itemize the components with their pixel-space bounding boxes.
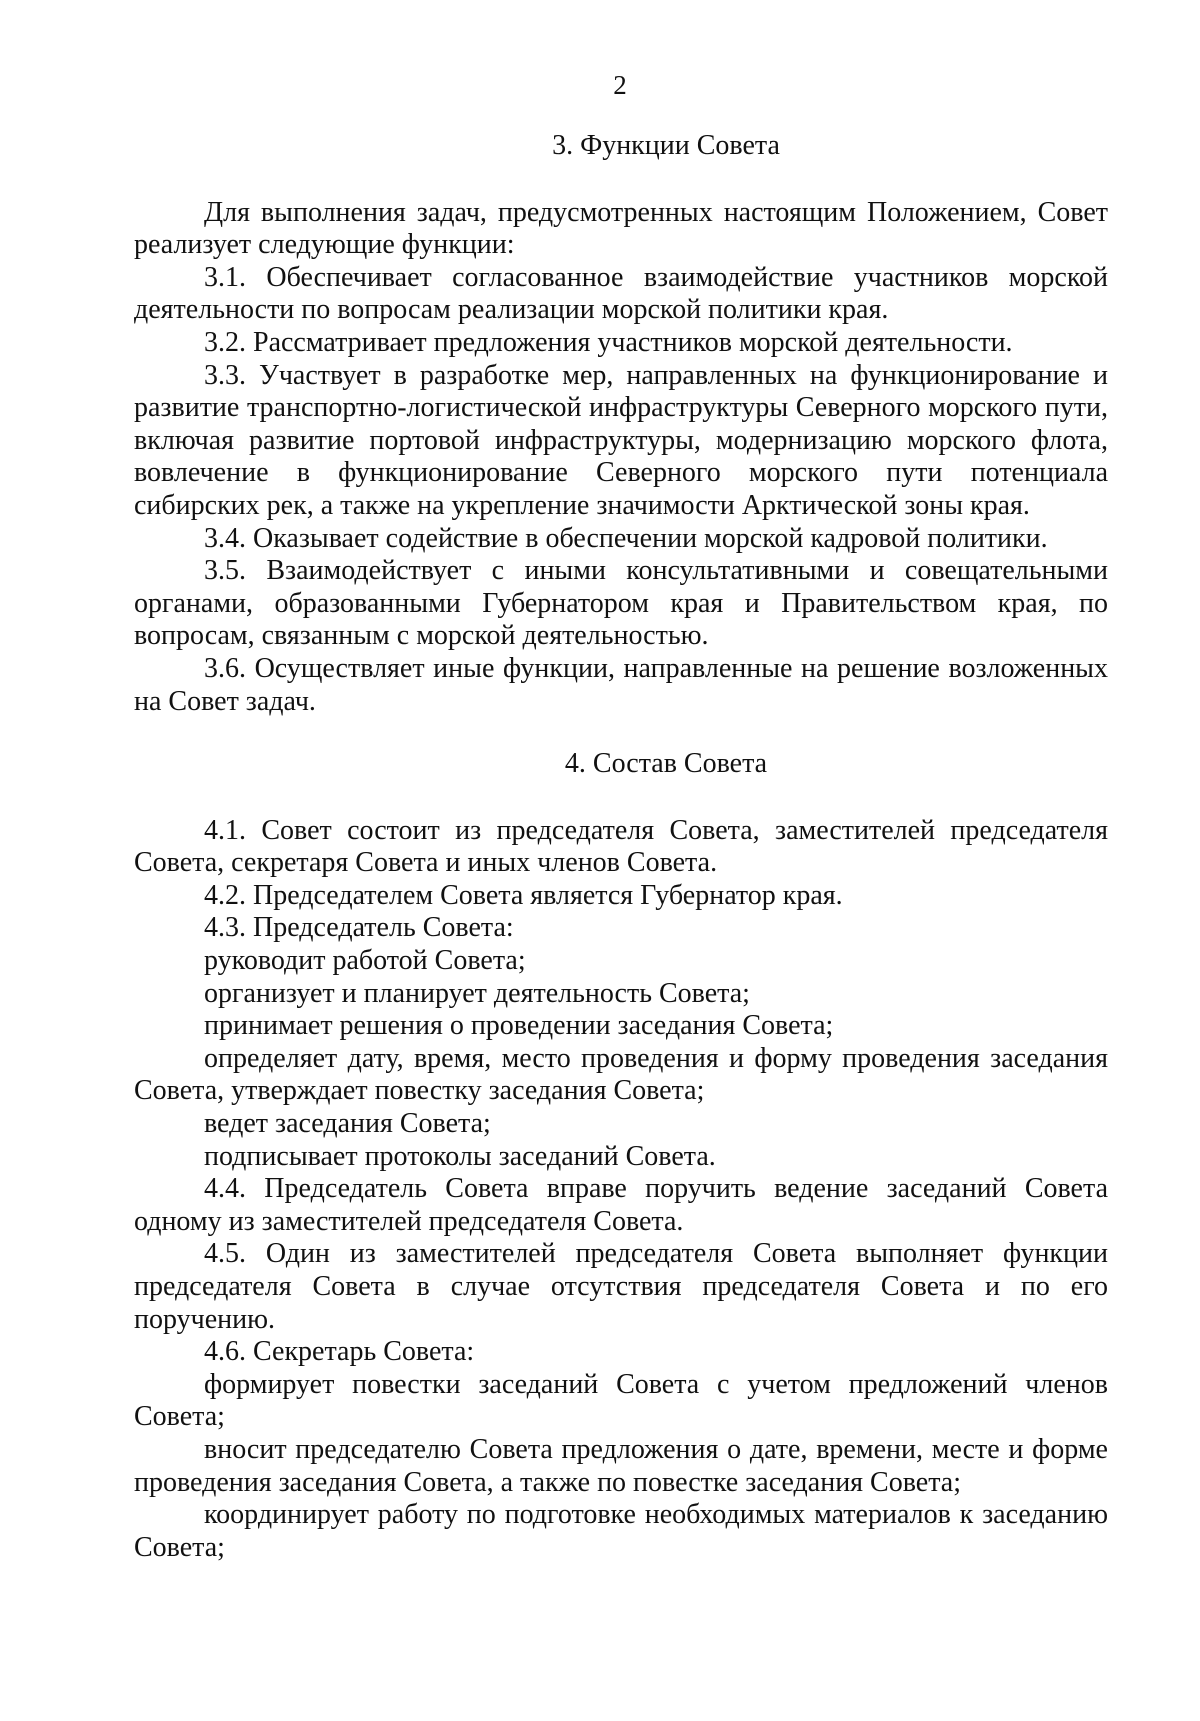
section-3-item-3-4: 3.4. Оказывает содействие в обеспечении морской кадровой политики.: [204, 522, 1048, 554]
chairman-duty-2: организует и планирует деятельность Совета;: [204, 977, 750, 1009]
section-4-item-4-4: 4.4. Председатель Совета вправе поручить ведение заседаний Совета одному из заместителей председателя Совета.: [134, 1173, 1108, 1237]
section-3-item-3-3: 3.3. Участвует в разработке мер, направленных на функционирование и развитие транспортно-логистической инфраструктуры Северного морского пути, включая развитие портовой инфраструктуры, модернизацию морского флота, вовлечение в функционирование Северного морского пути потенциала сибирских рек, а также на укрепление значимости Арктической зоны края.: [134, 359, 1108, 521]
chairman-duty-3: принимает решения о проведении заседания Совета;: [204, 1010, 834, 1042]
section-3-item-3-5: 3.5. Взаимодействует с иными консультативными и совещательными органами, образованными Губернатором края и Правительством края, по вопросам, связанным с морской деятельностью.: [134, 555, 1108, 652]
section-3-item-3-1: 3.1. Обеспечивает согласованное взаимодействие участников морской деятельности по вопросам реализации морской политики края.: [134, 261, 1108, 326]
section-3-item-3-2: 3.2. Рассматривает предложения участников морской деятельности.: [204, 326, 1013, 358]
section-4-item-4-1: 4.1. Совет состоит из председателя Совета, заместителей председателя Совета, секретаря Совета и иных членов Совета.: [134, 814, 1108, 879]
section-3-item-3-6: 3.6. Осуществляет иные функции, направленные на решение возложенных на Совет задач.: [134, 652, 1108, 717]
page-number: 2: [613, 70, 627, 100]
section-3-intro: Для выполнения задач, предусмотренных настоящим Положением, Совет реализует следующие функции:: [134, 196, 1108, 261]
document-body: [134, 130, 1108, 1564]
chairman-duty-5: ведет заседания Совета;: [204, 1108, 491, 1140]
section-4-item-4-5: 4.5. Один из заместителей председателя Совета выполняет функции председателя Совета в случае отсутствия председателя Совета и по его поручению.: [134, 1238, 1108, 1335]
secretary-duty-2: вносит председателю Совета предложения о дате, времени, месте и форме проведения заседания Совета, а также по повестке заседания Совета;: [134, 1433, 1108, 1498]
section-4-item-4-2: 4.2. Председателем Совета является Губернатор края.: [204, 879, 843, 911]
chairman-duty-6: подписывает протоколы заседаний Совета.: [204, 1140, 716, 1172]
chairman-duty-4: определяет дату, время, место проведения и форму проведения заседания Совета, утверждает повестку заседания Совета;: [134, 1042, 1108, 1107]
secretary-duty-1: формирует повестки заседаний Совета с учетом предложений членов Совета;: [134, 1368, 1108, 1433]
section-3-title: 3. Функции Совета: [552, 130, 780, 161]
section-4-title: 4. Состав Совета: [564, 748, 768, 780]
section-4-item-4-3: 4.3. Председатель Совета:: [204, 912, 514, 944]
chairman-duty-1: руководит работой Совета;: [204, 945, 526, 977]
secretary-duty-3: координирует работу по подготовке необходимых материалов к заседанию Совета;: [134, 1499, 1108, 1563]
section-4-item-4-6: 4.6. Секретарь Совета:: [204, 1336, 475, 1368]
